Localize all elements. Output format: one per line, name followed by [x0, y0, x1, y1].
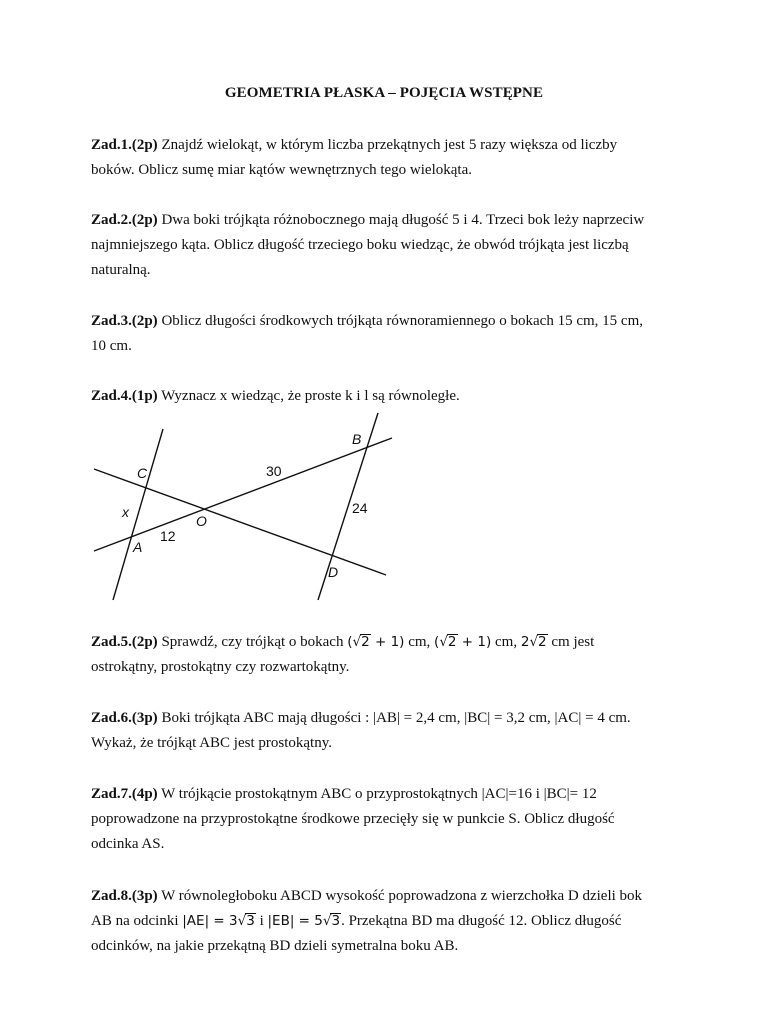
task-5-text-line2: ostrokątny, prostokątny czy rozwartokątny.: [91, 659, 350, 675]
task-4: [91, 384, 691, 409]
task-8-text-c: . Przekątna BD ma długość 12. Oblicz długość: [341, 913, 622, 929]
label-d: D: [328, 564, 339, 580]
task-5-text-d: cm jest: [551, 634, 595, 650]
task-3-text-line2: 10 cm.: [91, 338, 132, 354]
value-bd: 24: [352, 500, 368, 516]
segment-ae: |AE| = 3√3: [182, 913, 255, 929]
task-7-text: W trójkącie prostokątnym ABC o przyprostokątnych |AC|=16 i |BC|= 12: [161, 786, 597, 802]
task-3: [91, 309, 691, 359]
label-c: C: [137, 465, 148, 481]
side-3: 2√2: [520, 634, 547, 650]
task-7-text-line2: poprowadzone na przyprostokątne środkowe przecięły się w punkcie S. Oblicz długość: [91, 811, 615, 827]
line-ab: [94, 438, 392, 551]
task-8-text-a: AB na odcinki: [91, 913, 183, 929]
task-3-label: Zad.3.(2p): [91, 313, 158, 329]
task-8: [91, 884, 691, 959]
task-8-text-b: i: [255, 913, 268, 929]
parallel-lines-figure: [88, 410, 398, 606]
label-x: x: [122, 504, 129, 520]
value-co: 30: [266, 463, 282, 479]
task-1-label: Zad.1.(2p): [91, 137, 158, 153]
task-2: [91, 208, 691, 283]
task-2-text-line3: naturalną.: [91, 262, 151, 278]
label-o: O: [196, 513, 207, 529]
label-b: B: [352, 431, 362, 447]
side-2: (√2 + 1): [434, 634, 492, 650]
task-5-text-b: cm,: [404, 634, 435, 650]
task-6-text-line2: Wykaż, że trójkąt ABC jest prostokątny.: [91, 735, 332, 751]
task-2-text: Dwa boki trójkąta różnobocznego mają długość 5 i 4. Trzeci bok leży naprzeciw: [161, 212, 645, 228]
task-5-label: Zad.5.(2p): [91, 634, 158, 650]
value-ao: 12: [160, 528, 176, 544]
task-4-label: Zad.4.(1p): [91, 388, 158, 404]
task-4-text: Wyznacz x wiedząc, że proste k i l są równoległe.: [161, 388, 460, 404]
side-1: (√2 + 1): [347, 634, 405, 650]
task-6: [91, 706, 691, 756]
task-5-text-a: Sprawdź, czy trójkąt o bokach: [161, 634, 348, 650]
task-1-text-line2: boków. Oblicz sumę miar kątów wewnętrznych tego wielokąta.: [91, 162, 472, 178]
task-1-text: Znajdź wielokąt, w którym liczba przekątnych jest 5 razy większa od liczby: [161, 137, 618, 153]
label-a: A: [133, 539, 143, 555]
task-8-text: W równoległoboku ABCD wysokość poprowadzona z wierzchołka D dzieli bok: [161, 888, 643, 904]
task-3-text: Oblicz długości środkowych trójkąta równoramiennego o bokach 15 cm, 15 cm,: [161, 313, 643, 329]
task-8-text-line3: odcinków, na jakie przekątną BD dzieli symetralna boku AB.: [91, 938, 459, 954]
task-6-label: Zad.6.(3p): [91, 710, 158, 726]
task-1: [91, 133, 691, 183]
line-cd: [94, 469, 386, 575]
task-6-text: Boki trójkąta ABC mają długości : |AB| = 2,4 cm, |BC| = 3,2 cm, |AC| = 4 cm.: [161, 710, 631, 726]
task-7-text-line3: odcinka AS.: [91, 836, 165, 852]
page-title: GEOMETRIA PŁASKA – POJĘCIA WSTĘPNE: [224, 85, 544, 101]
line-l: [318, 413, 378, 600]
task-2-label: Zad.2.(2p): [91, 212, 158, 228]
line-k: [113, 429, 163, 600]
task-5: [91, 630, 691, 680]
task-7: [91, 782, 691, 857]
segment-eb: |EB| = 5√3: [267, 913, 341, 929]
task-7-label: Zad.7.(4p): [91, 786, 158, 802]
task-8-label: Zad.8.(3p): [91, 888, 158, 904]
task-5-text-c: cm,: [491, 634, 521, 650]
task-2-text-line2: najmniejszego kąta. Oblicz długość trzeciego boku wiedząc, że obwód trójkąta jest liczbą: [91, 237, 629, 253]
